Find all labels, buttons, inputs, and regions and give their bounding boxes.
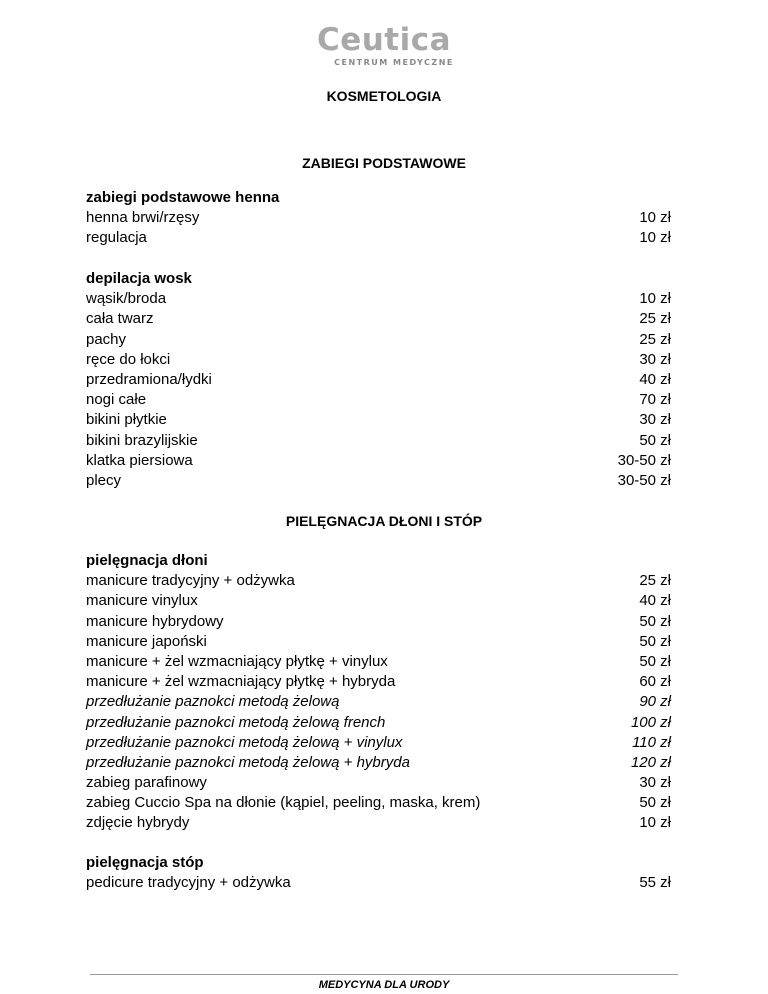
service-price: 110 zł [632, 733, 671, 751]
section-title: pielęgnacja stóp [86, 854, 204, 871]
price-row [86, 873, 671, 893]
service-name: bikini płytkie [86, 411, 167, 429]
service-price: 25 zł [639, 572, 671, 590]
price-row [86, 813, 671, 833]
service-price: 40 zł [639, 592, 671, 610]
price-row [86, 591, 671, 611]
logo-name: Ceutica [316, 22, 452, 58]
service-price: 25 zł [639, 310, 671, 328]
service-price: 70 zł [639, 391, 671, 409]
service-price: 50 zł [639, 794, 671, 812]
service-name: manicure tradycyjny + odżywka [86, 572, 295, 590]
service-name: przedłużanie paznokci metodą żelową + vinylux [86, 733, 403, 751]
service-name: cała twarz [86, 310, 154, 328]
price-row [86, 410, 671, 430]
service-name: manicure + żel wzmacniający płytkę + hybryda [86, 673, 396, 691]
heading-care: PIELĘGNACJA DŁONI I STÓP [285, 513, 483, 529]
price-row [86, 773, 671, 793]
price-row [86, 471, 671, 491]
service-price: 25 zł [639, 330, 671, 348]
section-wax [86, 269, 671, 491]
section-title: pielęgnacja dłoni [86, 552, 208, 569]
service-price: 40 zł [639, 370, 671, 388]
price-row [86, 309, 671, 329]
service-name: manicure + żel wzmacniający płytkę + vinylux [86, 652, 388, 670]
price-row [86, 390, 671, 410]
service-price: 30 zł [639, 774, 671, 792]
price-row [86, 652, 671, 672]
service-name: bikini brazylijskie [86, 431, 198, 449]
service-name: przedramiona/łydki [86, 370, 212, 388]
logo-subtitle: CENTRUM MEDYCZNE [334, 58, 454, 67]
price-row [86, 431, 671, 451]
service-name: manicure vinylux [86, 592, 198, 610]
section-title: zabiegi podstawowe henna [86, 189, 280, 206]
heading-basic: ZABIEGI PODSTAWOWE [302, 155, 466, 171]
price-row [86, 228, 671, 248]
price-row [86, 330, 671, 350]
service-name: pachy [86, 330, 127, 348]
price-row [86, 672, 671, 692]
page-title: KOSMETOLOGIA [326, 88, 442, 104]
price-row [86, 571, 671, 591]
service-name: nogi całe [86, 391, 147, 409]
service-price: 30 zł [639, 411, 671, 429]
price-row [86, 632, 671, 652]
section-title: depilacja wosk [86, 270, 192, 287]
service-name: manicure japoński [86, 632, 207, 650]
service-price: 30-50 zł [617, 471, 671, 489]
service-price: 60 zł [639, 673, 671, 691]
service-name: plecy [86, 471, 122, 489]
service-price: 55 zł [639, 874, 671, 892]
service-price: 10 zł [639, 229, 671, 247]
section-hands [86, 551, 671, 834]
service-name: pedicure tradycyjny + odżywka [86, 874, 291, 892]
service-name: przedłużanie paznokci metodą żelową [86, 693, 340, 711]
price-row [86, 370, 671, 390]
service-name: regulacja [86, 229, 147, 247]
price-row [86, 451, 671, 471]
logo [0, 22, 768, 68]
service-price: 120 zł [630, 753, 671, 771]
price-row [86, 692, 671, 712]
service-name: zabieg parafinowy [86, 774, 207, 792]
service-price: 50 zł [639, 632, 671, 650]
price-row [86, 612, 671, 632]
section-feet [86, 853, 671, 893]
price-row [86, 733, 671, 753]
service-name: zdjęcie hybrydy [86, 814, 190, 832]
footer-text: MEDYCYNA DLA URODY [318, 979, 450, 991]
footer-divider [90, 974, 678, 975]
service-name: przedłużanie paznokci metodą żelową + hybryda [86, 753, 410, 771]
service-price: 30 zł [639, 350, 671, 368]
service-price: 50 zł [639, 612, 671, 630]
section-henna [86, 188, 671, 249]
service-name: wąsik/broda [86, 290, 167, 308]
service-price: 30-50 zł [617, 451, 671, 469]
service-price: 50 zł [639, 652, 671, 670]
price-row [86, 753, 671, 773]
service-name: przedłużanie paznokci metodą żelową french [86, 713, 386, 731]
service-price: 10 zł [639, 209, 671, 227]
service-price: 10 zł [639, 814, 671, 832]
service-name: ręce do łokci [86, 350, 171, 368]
service-price: 10 zł [639, 290, 671, 308]
price-row [86, 289, 671, 309]
service-price: 100 zł [630, 713, 671, 731]
price-row [86, 208, 671, 228]
price-row [86, 713, 671, 733]
service-name: manicure hybrydowy [86, 612, 224, 630]
service-name: klatka piersiowa [86, 451, 193, 469]
service-price: 90 zł [639, 693, 671, 711]
service-name: zabieg Cuccio Spa na dłonie (kąpiel, peeling, maska, krem) [86, 794, 481, 812]
price-row [86, 793, 671, 813]
price-row [86, 350, 671, 370]
service-price: 50 zł [639, 431, 671, 449]
service-name: henna brwi/rzęsy [86, 209, 200, 227]
